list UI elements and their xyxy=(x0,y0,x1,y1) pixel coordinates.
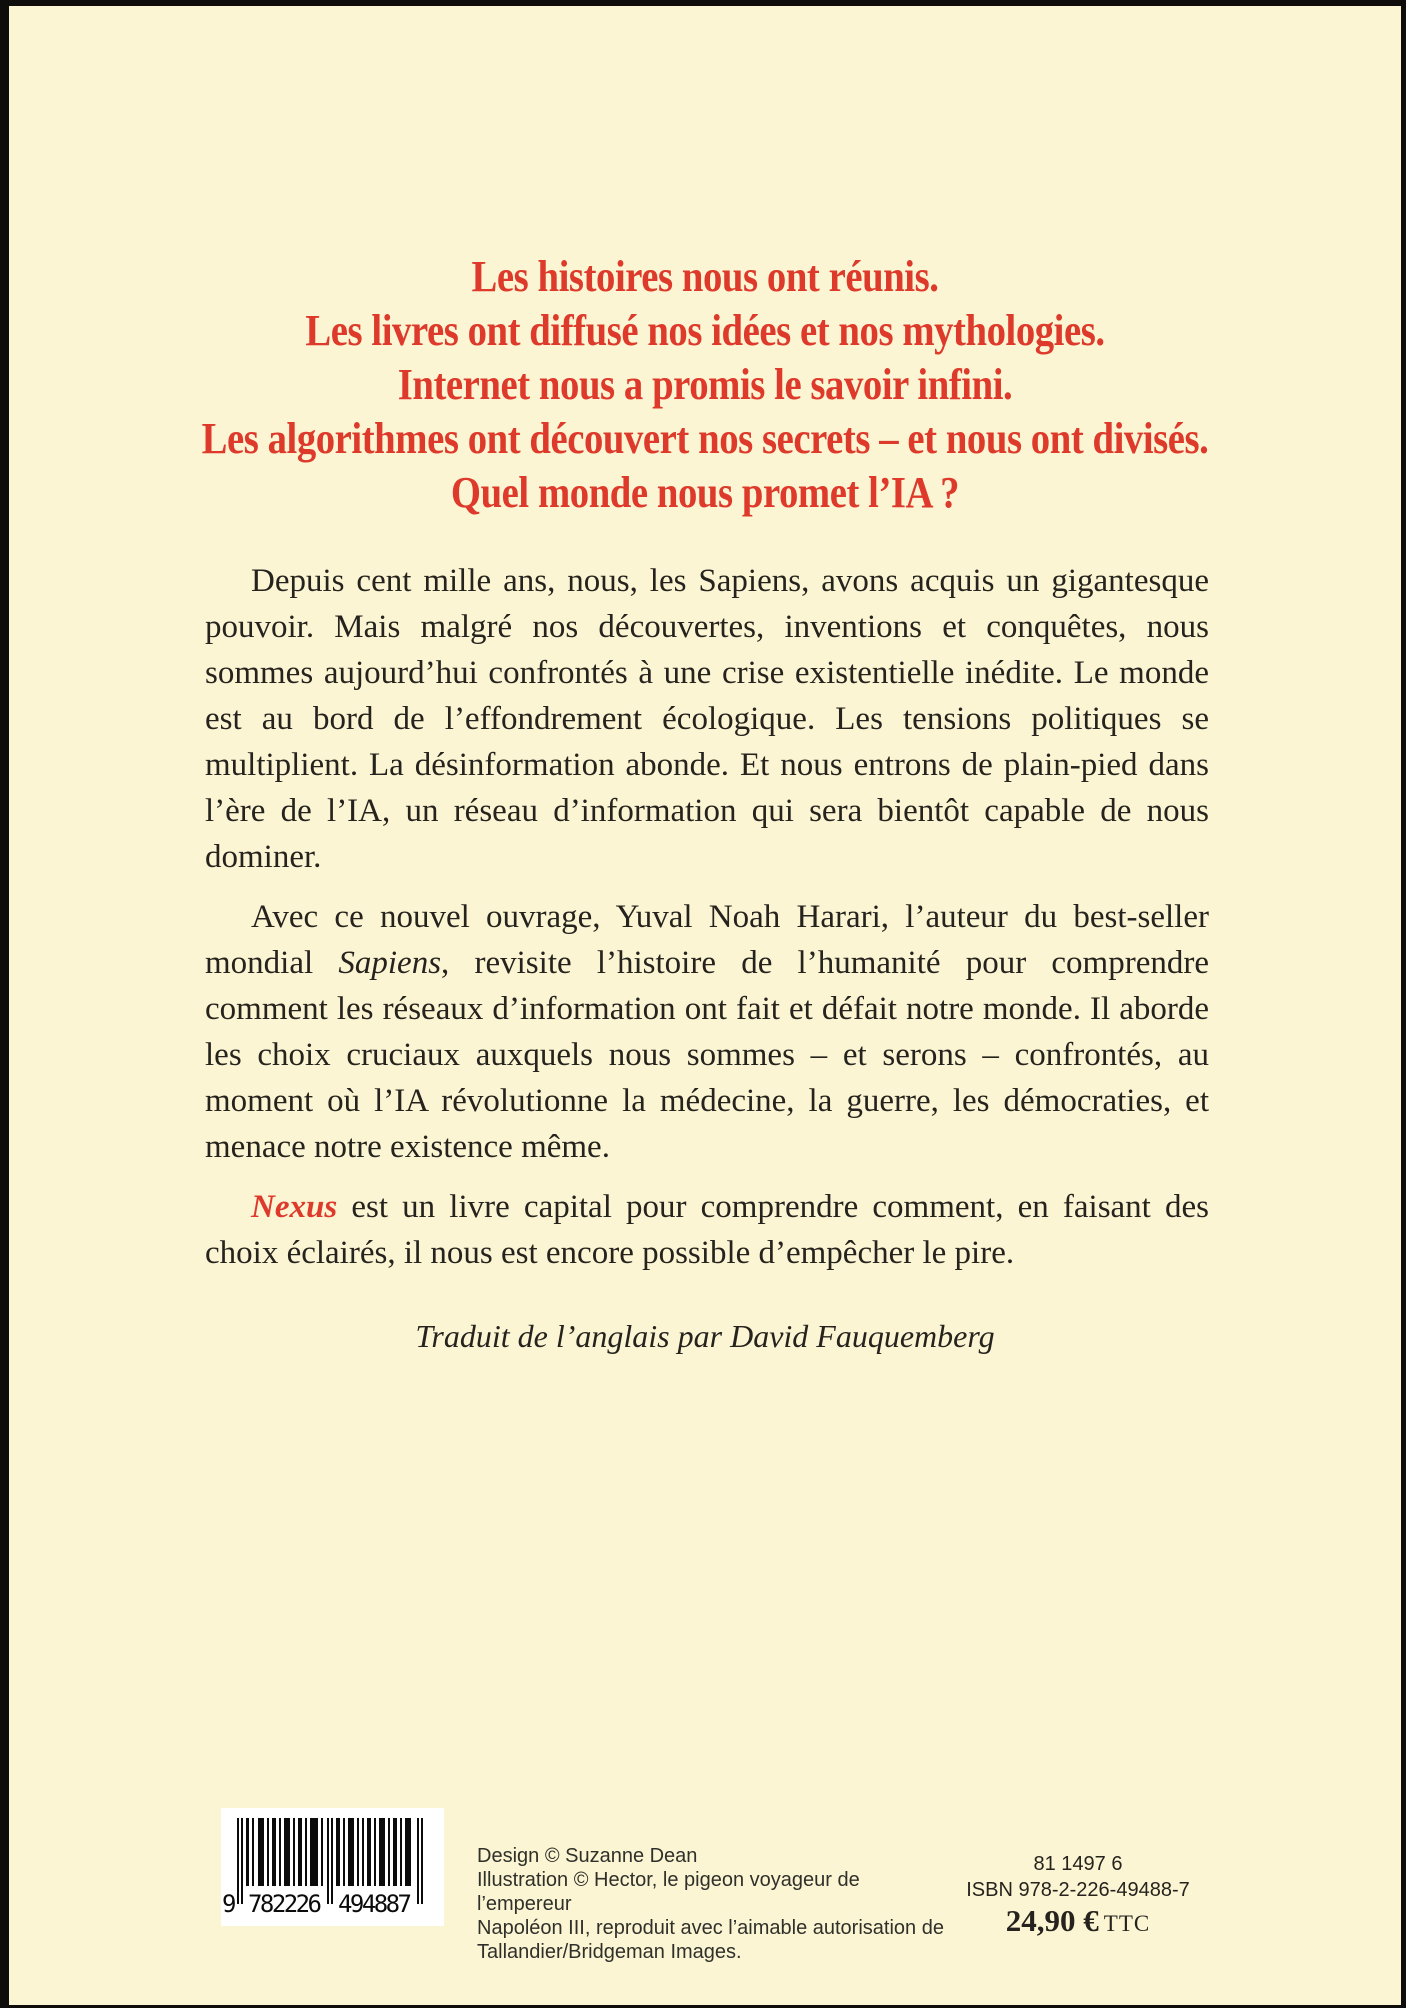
isbn: ISBN 978-2-226-49488-7 xyxy=(966,1879,1190,1901)
headline-line-1: Les histoires nous ont réunis. xyxy=(471,252,939,301)
credit-line-illustration: Illustration © Hector, le pigeon voyageur de l’empereur xyxy=(477,1869,860,1915)
headline-line-2: Les livres ont diffusé nos idées et nos mythologies. xyxy=(305,306,1105,355)
paragraph-text: Avec ce nouvel ouvrage, Yuval Noah Harari, l’auteur du best-seller mondial xyxy=(205,899,1209,981)
price-ttc-suffix: TTC xyxy=(1103,1911,1151,1936)
body-paragraph-3 xyxy=(205,1184,1209,1276)
barcode xyxy=(221,1808,444,1926)
headline-line-5: Quel monde nous promet l’IA ? xyxy=(450,468,960,517)
book-back-cover xyxy=(9,6,1401,2005)
body-paragraph-1 xyxy=(205,558,1209,880)
nexus-title-lead: Nexus xyxy=(251,1189,338,1225)
paragraph-text: est un livre capital pour comprendre comment, en faisant des choix éclairés, il nous est encore possible d’empêcher le pire. xyxy=(205,1189,1209,1271)
price-line xyxy=(948,1903,1208,1938)
sapiens-title-italic: Sapiens xyxy=(338,945,442,981)
body-paragraph-2 xyxy=(205,894,1209,1170)
credit-line-authorisation: Napoléon III, reproduit avec l’aimable autorisation de xyxy=(477,1917,944,1939)
body-copy xyxy=(205,558,1209,1290)
credit-line-agency: Tallandier/Bridgeman Images. xyxy=(477,1941,742,1963)
credit-line-design: Design © Suzanne Dean xyxy=(477,1845,698,1867)
translator-credit: Traduit de l’anglais par David Fauquemberg xyxy=(415,1318,995,1354)
headline-line-3: Internet nous a promis le savoir infini. xyxy=(397,360,1013,409)
barcode-digits-group1: 782226 xyxy=(248,1890,322,1918)
price-value: 24,90 € xyxy=(1005,1903,1099,1938)
pricing-block xyxy=(948,1851,1208,1938)
paragraph-text: , revisite l’histoire de l’humanité pour comprendre comment les réseaux d’information ont fait et défait notre monde. Il aborde les choix cruciaux auxquels nous sommes – et serons – confrontés, au moment où l’IA révolutionne la médecine, la guerre, les démocraties, et menace notre existence même. xyxy=(205,945,1209,1165)
headline-line-4: Les algorithmes ont découvert nos secrets – et nous ont divisés. xyxy=(201,414,1209,463)
barcode-digits-group2: 494887 xyxy=(338,1890,412,1918)
product-code: 81 1497 6 xyxy=(1033,1853,1123,1875)
barcode-panel xyxy=(221,1808,444,1926)
paragraph-text: Depuis cent mille ans, nous, les Sapiens, avons acquis un gigantesque pouvoir. Mais malgré nos découvertes, inventions et conquêtes, nous sommes aujourd’hui confrontés à une crise existentielle inédite. Le monde est au bord de l’effondrement écologique. Les tensions politiques se multiplient. La désinformation abonde. Et nous entrons de plain-pied dans l’ère de l’IA, un réseau d’information qui sera bientôt capable de nous dominer. xyxy=(205,563,1209,875)
credits-block xyxy=(477,1844,947,1964)
headline-block xyxy=(93,250,1318,520)
barcode-digit-lead: 9 xyxy=(222,1890,237,1918)
